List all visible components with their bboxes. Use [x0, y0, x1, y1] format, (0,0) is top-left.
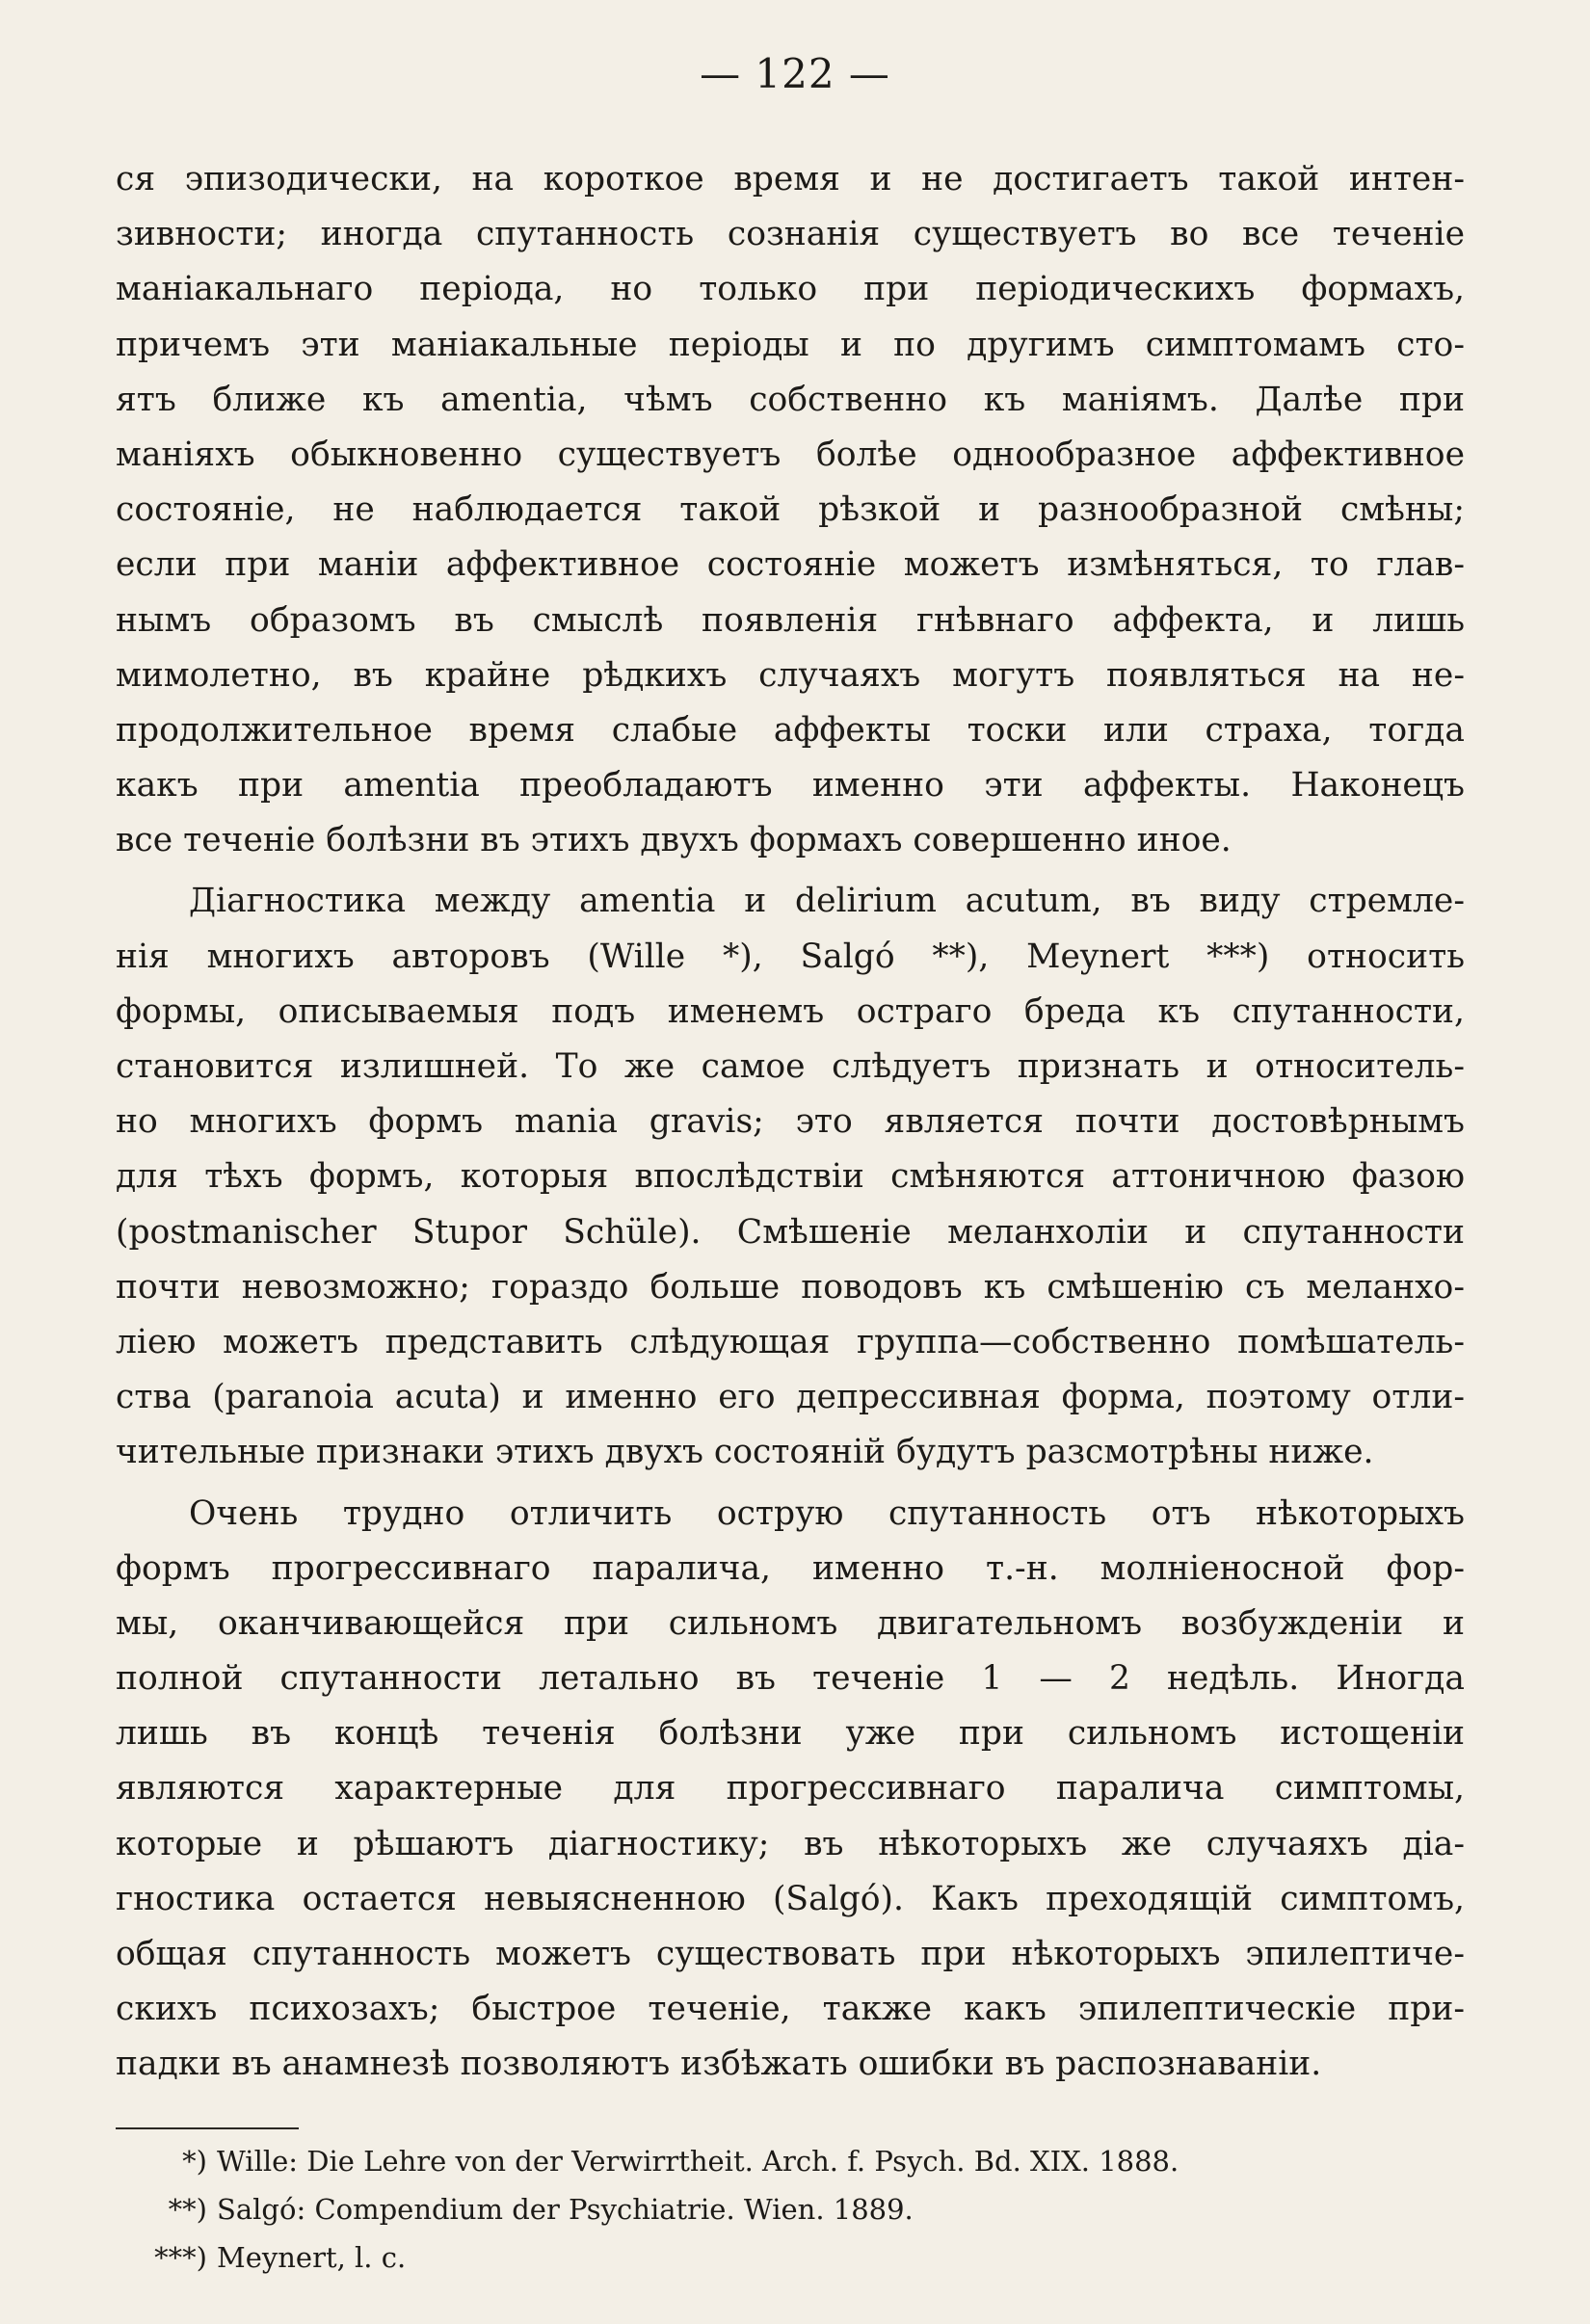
footnote-mark: ***): [154, 2241, 207, 2274]
text-line: мимолетно, въ крайне рѣдкихъ случаяхъ могутъ появляться на не-: [116, 655, 1465, 695]
text-line: если при маніи аффективное состояніе можетъ измѣняться, то глав-: [116, 545, 1465, 585]
text-line: являются характерные для прогрессивнаго паралича симптомы,: [116, 1769, 1465, 1809]
footnote: [116, 2185, 1465, 2233]
text-line: ятъ ближе къ amentia, чѣмъ собственно къ маніямъ. Далѣе при: [116, 380, 1465, 419]
footnote: [116, 2233, 1465, 2282]
text-line: ства (paranoia acuta) и именно его депрессивная форма, поэтому отли-: [116, 1378, 1465, 1417]
paragraph: [116, 874, 1465, 1480]
text-line: зивности; иногда спутанность сознанія существуетъ во все теченіе: [116, 215, 1465, 254]
text-line: полной спутанности летально въ теченіе 1 — 2 недѣль. Иногда: [116, 1659, 1465, 1699]
text-line: но многихъ формъ mania gravis; это является почти достовѣрнымъ: [116, 1102, 1465, 1142]
text-line: все теченіе болѣзни въ этихъ двухъ формахъ совершенно иное.: [116, 821, 1232, 860]
footnotes: [116, 2137, 1465, 2282]
text-line: нымъ образомъ въ смыслѣ появленія гнѣвнаго аффекта, и лишь: [116, 600, 1465, 640]
text-line: маніяхъ обыкновенно существуетъ болѣе однообразное аффективное: [116, 435, 1465, 474]
text-line: мы, оканчивающейся при сильномъ двигательномъ возбужденіи и: [116, 1603, 1465, 1643]
text-line: падки въ анамнезѣ позволяютъ избѣжать ошибки въ распознаваніи.: [116, 2045, 1322, 2084]
text-line: лишь въ концѣ теченія болѣзни уже при сильномъ истощеніи: [116, 1714, 1465, 1754]
text-line: Діагностика между amentia и delirium acutum, въ виду стремле-: [189, 882, 1465, 921]
text-line: скихъ психозахъ; быстрое теченіе, также какъ эпилептическіе при-: [116, 1990, 1465, 2029]
text-line: ся эпизодически, на короткое время и не достигаетъ такой интен-: [116, 160, 1465, 198]
body-text: [116, 152, 1465, 2093]
text-line: состояніе, не наблюдается такой рѣзкой и разнообразной смѣны;: [116, 490, 1465, 530]
text-line: формъ прогрессивнаго паралича, именно т.-н. молніеносной фор-: [116, 1548, 1465, 1588]
text-line: какъ при amentia преобладаютъ именно эти аффекты. Наконецъ: [116, 766, 1465, 805]
paragraph: [116, 1487, 1465, 2093]
footnote-rule: [116, 2127, 299, 2129]
text-line: становится излишней. То же самое слѣдуетъ признать и относитель-: [116, 1047, 1465, 1086]
footnote-text: Meynert, l. c.: [217, 2241, 407, 2274]
text-line: чительные признаки этихъ двухъ состояній будутъ разсмотрѣны ниже.: [116, 1433, 1374, 1472]
text-line: общая спутанность можетъ существовать при нѣкоторыхъ эпилептиче-: [116, 1935, 1465, 1973]
footnote-text: Wille: Die Lehre von der Verwirrtheit. Arch. f. Psych. Bd. XIX. 1888.: [217, 2145, 1179, 2178]
footnote-mark: *): [182, 2145, 207, 2178]
text-line: ліею можетъ представить слѣдующая группа—собственно помѣшатель-: [116, 1322, 1465, 1361]
footnote-text: Salgó: Compendium der Psychiatrie. Wien. 1889.: [217, 2193, 914, 2226]
text-line: (postmanischer Stupor Schüle). Смѣшеніе меланхоліи и спутанности: [116, 1212, 1465, 1252]
text-line: причемъ эти маніакальные періоды и по другимъ симптомамъ сто-: [116, 325, 1465, 364]
paragraph: [116, 152, 1465, 868]
text-line: гностика остается невыясненною (Salgó). Какъ преходящій симптомъ,: [116, 1879, 1465, 1918]
footnote: [116, 2137, 1465, 2185]
text-line: нія многихъ авторовъ (Wille *), Salgó **), Meynert ***) относить: [116, 937, 1465, 976]
text-line: маніакальнаго періода, но только при періодическихъ формахъ,: [116, 270, 1465, 309]
text-line: почти невозможно; гораздо больше поводовъ къ смѣшенію съ меланхо-: [116, 1267, 1465, 1307]
text-line: для тѣхъ формъ, которыя впослѣдствіи смѣняются аттоничною фазою: [116, 1157, 1465, 1197]
page-number: — 122 —: [700, 50, 890, 97]
text-line: Очень трудно отличить острую спутанность отъ нѣкоторыхъ: [189, 1493, 1465, 1533]
footnote-mark: **): [168, 2193, 207, 2226]
text-line: формы, описываемыя подъ именемъ остраго бреда къ спутанности,: [116, 991, 1465, 1031]
text-line: продолжительное время слабые аффекты тоски или страха, тогда: [116, 710, 1465, 750]
text-line: которые и рѣшаютъ діагностику; въ нѣкоторыхъ же случаяхъ діа-: [116, 1824, 1465, 1863]
